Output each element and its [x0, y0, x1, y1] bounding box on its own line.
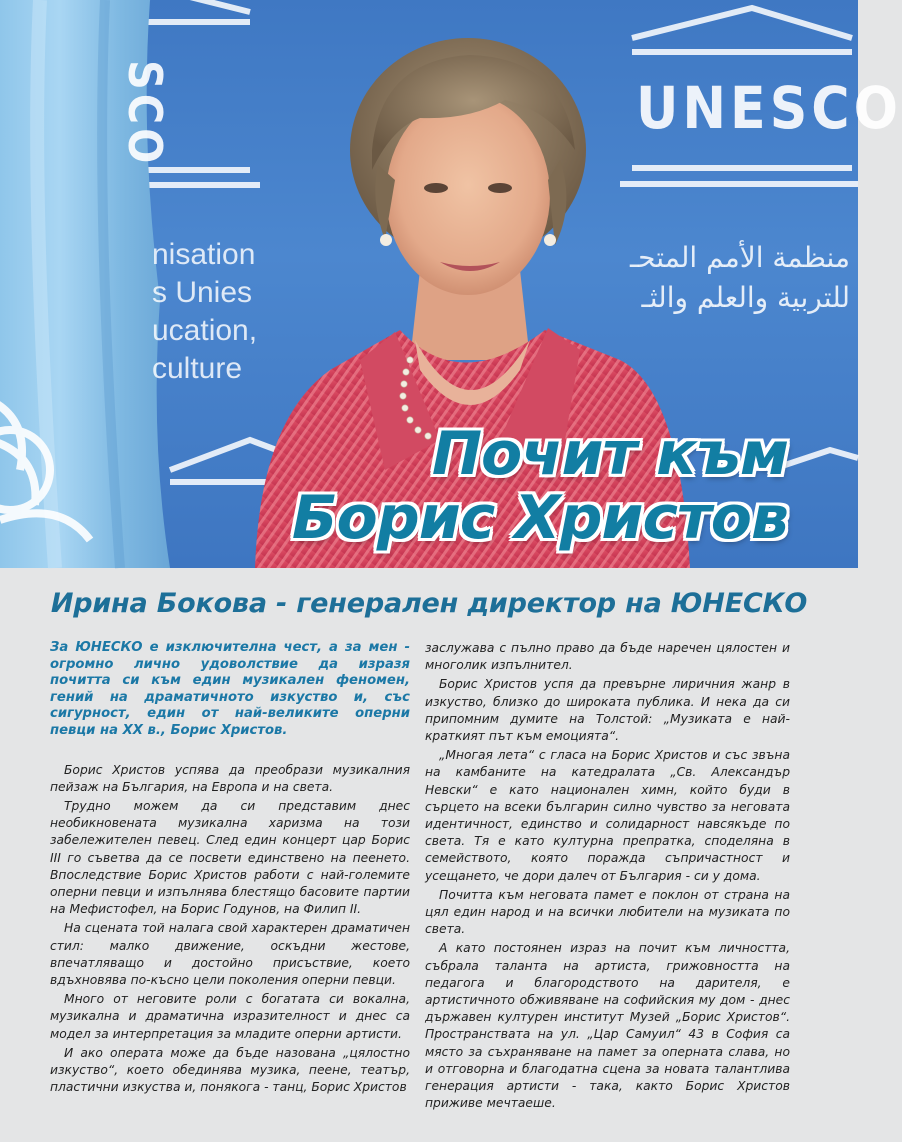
- article-paragraph: И ако операта може да бъде назована „цялостно изкуство“, което обединява музика, пеене, театър, пластични изкуства и, понякога - танц, Борис Христов: [50, 1045, 410, 1095]
- article-paragraph: Борис Христов успява да преобрази музикалния пейзаж на България, на Европа и на света.: [50, 762, 410, 794]
- wall-unesco-left: SCO: [118, 60, 172, 168]
- hero-title-line1: Почит към: [431, 419, 788, 489]
- article-lead: За ЮНЕСКО е изключителна чест, а за мен - огромно лично удоволствие да изразя почитта си към един музикален феномен, гений на драматичното изкуство и, със сигурност, един от най-великите оперни певци на ХХ в., Борис Христов.: [50, 640, 410, 738]
- hero-photo: [0, 0, 902, 568]
- hero-title: [291, 419, 788, 553]
- wall-text: nisation s Unies ucation, culture: [152, 238, 258, 385]
- article-paragraph: А като постоянен израз на почит към личността, събрала таланта на артиста, грижовността на педагога и благородството на дарителя, е артистичното обживяване на софийския му дом - днес държавен културен институт Музей „Борис Христов“. Пространствата на ул. „Цар Самуил“ 43 в София са място за съхраняване на памет за оперната слава, но и отговорна и благодатна сцена за новата талантлива генерация артисти - така, както Борис Христов приживе мечтаеше.: [425, 941, 790, 1111]
- hero-title-line2: Борис Христов: [291, 483, 788, 553]
- article-paragraph: „Многая лета“ с гласа на Борис Христов и със звъна на камбаните на катедралата „Св. Александър Невски“ е като национален химн, който буди в сърцето на всеки българин силно чувство за неговата идентичност, единство и солидарност навсякъде по света. Тя е като културна препратка, споделяна в семейството, която поражда съпричастност и усещането, че дори далеч от България - си у дома.: [425, 748, 790, 883]
- article-paragraph: заслужава с пълно право да бъде наречен цялостен и многолик изпълнител.: [425, 641, 790, 673]
- wall-unesco-right: UNESCO: [636, 74, 902, 142]
- wall-arabic-text: منظمة الأمم المتحـ للتربية والعلم والثـ: [629, 241, 850, 314]
- article-paragraph: Почитта към неговата памет е поклон от страна на цял един народ и на всички любители на музиката по света.: [425, 887, 790, 937]
- article-column-right: [425, 640, 790, 1114]
- article-subtitle: Ирина Бокова - генерален директор на ЮНЕСКО: [50, 588, 808, 619]
- article-column-left: [50, 640, 410, 1098]
- article-paragraph: Борис Христов успя да превърне лиричния жанр в изкуство, близко до широката публика. И нека да си припомним думите на Толстой: „Музиката е най-краткият път към емоцията“.: [425, 677, 790, 744]
- article-paragraph: На сцената той налага свой характерен драматичен стил: малко движение, оскъдни жестове, впечатляващо и достойно присъствие, което вдъхновява по-късно цели поколения оперни певци.: [50, 921, 410, 987]
- article-paragraph: Много от неговите роли с богатата си вокална, музикална и драматична изразителност и днес са модел за интерпретация за младите оперни артисти.: [50, 992, 410, 1041]
- article-paragraph: Трудно можем да си представим днес необикновената музикална харизма на този забележителен певец. След един концерт цар Борис III го съветва да се посвети единствено на пеенето. Впоследствие Борис Христов работи с най-големите оперни певци и изпълнява блестящо басовите партии на Мефистофел, на Борис Годунов, на Филип II.: [50, 798, 410, 917]
